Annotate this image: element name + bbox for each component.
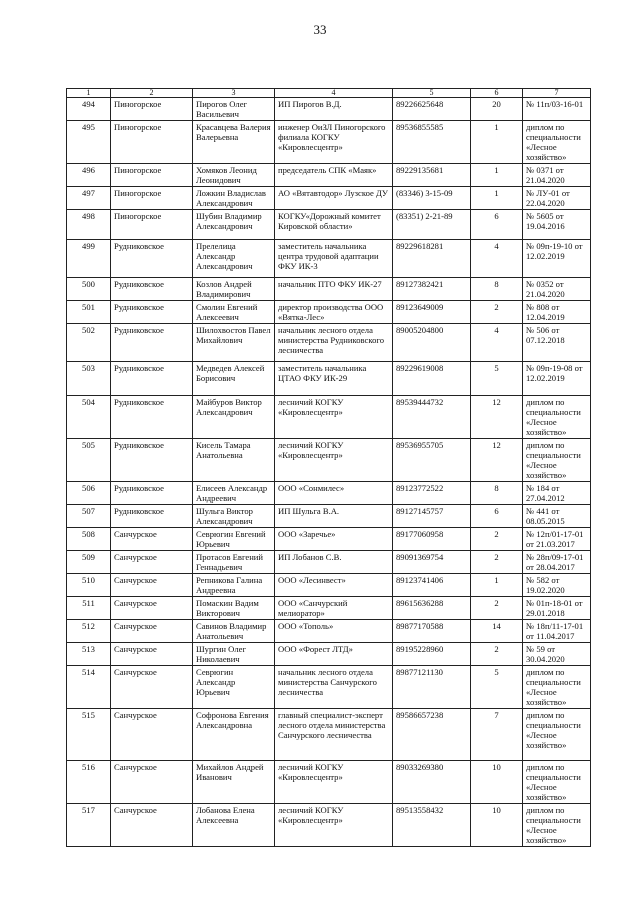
organization-cell: начальник ПТО ФКУ ИК-27 bbox=[275, 278, 393, 301]
person-name-cell: Хомяков Леонид Леонидович bbox=[193, 164, 275, 187]
row-number: 498 bbox=[67, 210, 111, 240]
table-row bbox=[67, 482, 591, 505]
row-number: 515 bbox=[67, 709, 111, 761]
table-row bbox=[67, 620, 591, 643]
phone-cell: 89229135681 bbox=[393, 164, 471, 187]
column-number: 4 bbox=[275, 89, 393, 98]
column-number: 2 bbox=[111, 89, 193, 98]
row-number: 501 bbox=[67, 301, 111, 324]
quantity-cell: 14 bbox=[471, 620, 523, 643]
organization-cell: лесничий КОГКУ «Кировлесцентр» bbox=[275, 804, 393, 847]
document-cell: диплом по специальности «Лесное хозяйство» bbox=[523, 709, 591, 761]
district-cell: Санчурское bbox=[111, 666, 193, 709]
document-cell: № 0352 от 21.04.2020 bbox=[523, 278, 591, 301]
person-name-cell: Протасов Евгений Геннадьевич bbox=[193, 551, 275, 574]
document-cell: № 09п-19-10 от 12.02.2019 bbox=[523, 240, 591, 278]
phone-cell: 89536955705 bbox=[393, 439, 471, 482]
district-cell: Рудниковское bbox=[111, 396, 193, 439]
district-cell: Санчурское bbox=[111, 709, 193, 761]
organization-cell: директор производства ООО «Вятка-Лес» bbox=[275, 301, 393, 324]
district-cell: Рудниковское bbox=[111, 362, 193, 396]
row-number: 512 bbox=[67, 620, 111, 643]
phone-cell: 89226625648 bbox=[393, 98, 471, 121]
row-number: 504 bbox=[67, 396, 111, 439]
row-number: 513 bbox=[67, 643, 111, 666]
table-row bbox=[67, 666, 591, 709]
table-row bbox=[67, 804, 591, 847]
column-number: 5 bbox=[393, 89, 471, 98]
quantity-cell: 7 bbox=[471, 709, 523, 761]
phone-cell: 89033269380 bbox=[393, 761, 471, 804]
district-cell: Пиногорское bbox=[111, 98, 193, 121]
district-cell: Санчурское bbox=[111, 597, 193, 620]
person-name-cell: Севрюгин Евгений Юрьевич bbox=[193, 528, 275, 551]
quantity-cell: 2 bbox=[471, 301, 523, 324]
organization-cell: ИП Шульга В.А. bbox=[275, 505, 393, 528]
table-row bbox=[67, 324, 591, 362]
phone-cell: 89177060958 bbox=[393, 528, 471, 551]
organization-cell: лесничий КОГКУ «Кировлесцентр» bbox=[275, 439, 393, 482]
district-cell: Пиногорское bbox=[111, 210, 193, 240]
organization-cell: инженер ОиЗЛ Пиногорского филиала КОГКУ «Кировлесцентр» bbox=[275, 121, 393, 164]
quantity-cell: 2 bbox=[471, 528, 523, 551]
document-cell: № 11п/03-16-01 bbox=[523, 98, 591, 121]
row-number: 509 bbox=[67, 551, 111, 574]
document-cell: № 184 от 27.04.2012 bbox=[523, 482, 591, 505]
row-number: 497 bbox=[67, 187, 111, 210]
district-cell: Санчурское bbox=[111, 804, 193, 847]
table-row bbox=[67, 187, 591, 210]
column-number: 7 bbox=[523, 89, 591, 98]
organization-cell: КОГКУ«Дорожный комитет Кировской области» bbox=[275, 210, 393, 240]
phone-cell: 89127382421 bbox=[393, 278, 471, 301]
district-cell: Пиногорское bbox=[111, 121, 193, 164]
district-cell: Санчурское bbox=[111, 620, 193, 643]
table-row bbox=[67, 761, 591, 804]
organization-cell: ООО «Форест ЛТД» bbox=[275, 643, 393, 666]
person-name-cell: Шубин Владимир Александрович bbox=[193, 210, 275, 240]
organization-cell: председатель СПК «Маяк» bbox=[275, 164, 393, 187]
phone-cell: 89877121130 bbox=[393, 666, 471, 709]
organization-cell: лесничий КОГКУ «Кировлесцентр» bbox=[275, 761, 393, 804]
document-cell: № 5605 от 19.04.2016 bbox=[523, 210, 591, 240]
person-name-cell: Красавцева Валерия Валерьевна bbox=[193, 121, 275, 164]
row-number: 510 bbox=[67, 574, 111, 597]
district-cell: Санчурское bbox=[111, 528, 193, 551]
organization-cell: ООО «Заречье» bbox=[275, 528, 393, 551]
organization-cell: лесничий КОГКУ «Кировлесцентр» bbox=[275, 396, 393, 439]
table-row bbox=[67, 597, 591, 620]
district-cell: Рудниковское bbox=[111, 278, 193, 301]
organization-cell: ООО «Тополь» bbox=[275, 620, 393, 643]
phone-cell: 89123649009 bbox=[393, 301, 471, 324]
quantity-cell: 1 bbox=[471, 164, 523, 187]
person-name-cell: Шургин Олег Николаевич bbox=[193, 643, 275, 666]
district-cell: Рудниковское bbox=[111, 439, 193, 482]
organization-cell: ООО «Лесинвест» bbox=[275, 574, 393, 597]
phone-cell: (83346) 3-15-09 bbox=[393, 187, 471, 210]
quantity-cell: 8 bbox=[471, 278, 523, 301]
quantity-cell: 5 bbox=[471, 362, 523, 396]
table-row bbox=[67, 709, 591, 761]
person-name-cell: Шульга Виктор Александрович bbox=[193, 505, 275, 528]
quantity-cell: 12 bbox=[471, 439, 523, 482]
table-row bbox=[67, 362, 591, 396]
person-name-cell: Смолин Евгений Алексеевич bbox=[193, 301, 275, 324]
district-cell: Рудниковское bbox=[111, 240, 193, 278]
organization-cell: заместитель начальника ЦТАО ФКУ ИК-29 bbox=[275, 362, 393, 396]
row-number: 511 bbox=[67, 597, 111, 620]
row-number: 500 bbox=[67, 278, 111, 301]
table-row bbox=[67, 439, 591, 482]
document-cell: диплом по специальности «Лесное хозяйство» bbox=[523, 396, 591, 439]
person-name-cell: Ложкин Владислав Александрович bbox=[193, 187, 275, 210]
row-number: 495 bbox=[67, 121, 111, 164]
organization-cell: начальник лесного отдела министерства Рудниковского лесничества bbox=[275, 324, 393, 362]
organization-cell: ИП Лобанов С.В. bbox=[275, 551, 393, 574]
phone-cell: 89195228960 bbox=[393, 643, 471, 666]
person-name-cell: Козлов Андрей Владимирович bbox=[193, 278, 275, 301]
document-cell: диплом по специальности «Лесное хозяйство» bbox=[523, 804, 591, 847]
person-name-cell: Помаскин Вадим Викторович bbox=[193, 597, 275, 620]
quantity-cell: 2 bbox=[471, 597, 523, 620]
document-cell: № 808 от 12.04.2019 bbox=[523, 301, 591, 324]
phone-cell: 89615636288 bbox=[393, 597, 471, 620]
quantity-cell: 5 bbox=[471, 666, 523, 709]
district-cell: Рудниковское bbox=[111, 301, 193, 324]
row-number: 496 bbox=[67, 164, 111, 187]
row-number: 508 bbox=[67, 528, 111, 551]
quantity-cell: 2 bbox=[471, 551, 523, 574]
column-number: 3 bbox=[193, 89, 275, 98]
column-number: 6 bbox=[471, 89, 523, 98]
row-number: 499 bbox=[67, 240, 111, 278]
organization-cell: ИП Пирогов В.Д. bbox=[275, 98, 393, 121]
phone-cell: 89005204800 bbox=[393, 324, 471, 362]
column-number: 1 bbox=[67, 89, 111, 98]
person-name-cell: Лобанова Елена Алексеевна bbox=[193, 804, 275, 847]
document-cell: № 0371 от 21.04.2020 bbox=[523, 164, 591, 187]
quantity-cell: 12 bbox=[471, 396, 523, 439]
quantity-cell: 4 bbox=[471, 324, 523, 362]
document-cell: № 09п-19-08 от 12.02.2019 bbox=[523, 362, 591, 396]
quantity-cell: 6 bbox=[471, 210, 523, 240]
row-number: 503 bbox=[67, 362, 111, 396]
organization-cell: начальник лесного отдела министерства Санчурского лесничества bbox=[275, 666, 393, 709]
phone-cell: 89536855585 bbox=[393, 121, 471, 164]
table-row bbox=[67, 528, 591, 551]
table-row bbox=[67, 396, 591, 439]
page-number: 33 bbox=[313, 22, 327, 37]
phone-cell: 89513558432 bbox=[393, 804, 471, 847]
table-row bbox=[67, 121, 591, 164]
row-number: 505 bbox=[67, 439, 111, 482]
document-cell: № 18п/11-17-01 от 11.04.2017 bbox=[523, 620, 591, 643]
person-name-cell: Пирогов Олег Васильевич bbox=[193, 98, 275, 121]
district-cell: Пиногорское bbox=[111, 187, 193, 210]
table-row bbox=[67, 240, 591, 278]
district-cell: Санчурское bbox=[111, 574, 193, 597]
district-cell: Санчурское bbox=[111, 551, 193, 574]
document-cell: № 28п/09-17-01 от 28.04.2017 bbox=[523, 551, 591, 574]
person-name-cell: Репникова Галина Андреевна bbox=[193, 574, 275, 597]
phone-cell: 89539444732 bbox=[393, 396, 471, 439]
table-row bbox=[67, 505, 591, 528]
district-cell: Рудниковское bbox=[111, 324, 193, 362]
district-cell: Рудниковское bbox=[111, 505, 193, 528]
person-name-cell: Кисель Тамара Анатольевна bbox=[193, 439, 275, 482]
district-cell: Пиногорское bbox=[111, 164, 193, 187]
person-name-cell: Елисеев Александр Андреевич bbox=[193, 482, 275, 505]
document-cell: № ЛУ-01 от 22.04.2020 bbox=[523, 187, 591, 210]
table-row bbox=[67, 98, 591, 121]
person-name-cell: Прелелица Александр Александрович bbox=[193, 240, 275, 278]
quantity-cell: 2 bbox=[471, 643, 523, 666]
organization-cell: ООО «Санчурский мелиоратор» bbox=[275, 597, 393, 620]
row-number: 517 bbox=[67, 804, 111, 847]
document-cell: № 59 от 30.04.2020 bbox=[523, 643, 591, 666]
organization-cell: АО «Вятавтодор» Лузское ДУ bbox=[275, 187, 393, 210]
quantity-cell: 1 bbox=[471, 187, 523, 210]
phone-cell: (83351) 2-21-89 bbox=[393, 210, 471, 240]
table-row bbox=[67, 551, 591, 574]
quantity-cell: 6 bbox=[471, 505, 523, 528]
person-name-cell: Михайлов Андрей Иванович bbox=[193, 761, 275, 804]
row-number: 514 bbox=[67, 666, 111, 709]
person-name-cell: Медведев Алексей Борисович bbox=[193, 362, 275, 396]
document-cell: диплом по специальности «Лесное хозяйство» bbox=[523, 761, 591, 804]
person-name-cell: Майбуров Виктор Александрович bbox=[193, 396, 275, 439]
registry-table bbox=[66, 88, 591, 847]
table-row bbox=[67, 210, 591, 240]
organization-cell: главный специалист-эксперт лесного отдела министерства Санчурского лесничества bbox=[275, 709, 393, 761]
phone-cell: 89229619008 bbox=[393, 362, 471, 396]
quantity-cell: 20 bbox=[471, 98, 523, 121]
table-row bbox=[67, 164, 591, 187]
quantity-cell: 8 bbox=[471, 482, 523, 505]
table-row bbox=[67, 574, 591, 597]
table-row bbox=[67, 278, 591, 301]
district-cell: Санчурское bbox=[111, 761, 193, 804]
organization-cell: заместитель начальника центра трудовой адаптации ФКУ ИК-3 bbox=[275, 240, 393, 278]
row-number: 516 bbox=[67, 761, 111, 804]
phone-cell: 89229618281 bbox=[393, 240, 471, 278]
document-cell: диплом по специальности «Лесное хозяйство» bbox=[523, 666, 591, 709]
quantity-cell: 4 bbox=[471, 240, 523, 278]
document-cell: № 441 от 08.05.2015 bbox=[523, 505, 591, 528]
phone-cell: 89123741406 bbox=[393, 574, 471, 597]
row-number: 507 bbox=[67, 505, 111, 528]
phone-cell: 89123772522 bbox=[393, 482, 471, 505]
district-cell: Рудниковское bbox=[111, 482, 193, 505]
document-cell: № 12п/01-17-01 от 21.03.2017 bbox=[523, 528, 591, 551]
document-cell: диплом по специальности «Лесное хозяйство» bbox=[523, 121, 591, 164]
row-number: 502 bbox=[67, 324, 111, 362]
document-cell: диплом по специальности «Лесное хозяйство» bbox=[523, 439, 591, 482]
table-row bbox=[67, 301, 591, 324]
organization-cell: ООО «Сонмилес» bbox=[275, 482, 393, 505]
quantity-cell: 1 bbox=[471, 574, 523, 597]
column-number-row bbox=[67, 89, 591, 98]
phone-cell: 89091369754 bbox=[393, 551, 471, 574]
phone-cell: 89127145757 bbox=[393, 505, 471, 528]
phone-cell: 89586657238 bbox=[393, 709, 471, 761]
person-name-cell: Софронова Евгения Александровна bbox=[193, 709, 275, 761]
document-cell: № 01п-18-01 от 29.01.2018 bbox=[523, 597, 591, 620]
table-row bbox=[67, 643, 591, 666]
row-number: 494 bbox=[67, 98, 111, 121]
person-name-cell: Севрюгин Александр Юрьевич bbox=[193, 666, 275, 709]
person-name-cell: Савинов Владимир Анатольевич bbox=[193, 620, 275, 643]
document-cell: № 582 от 19.02.2020 bbox=[523, 574, 591, 597]
phone-cell: 89877170588 bbox=[393, 620, 471, 643]
document-cell: № 506 от 07.12.2018 bbox=[523, 324, 591, 362]
district-cell: Санчурское bbox=[111, 643, 193, 666]
quantity-cell: 10 bbox=[471, 804, 523, 847]
person-name-cell: Шилохвостов Павел Михайлович bbox=[193, 324, 275, 362]
quantity-cell: 1 bbox=[471, 121, 523, 164]
quantity-cell: 10 bbox=[471, 761, 523, 804]
row-number: 506 bbox=[67, 482, 111, 505]
